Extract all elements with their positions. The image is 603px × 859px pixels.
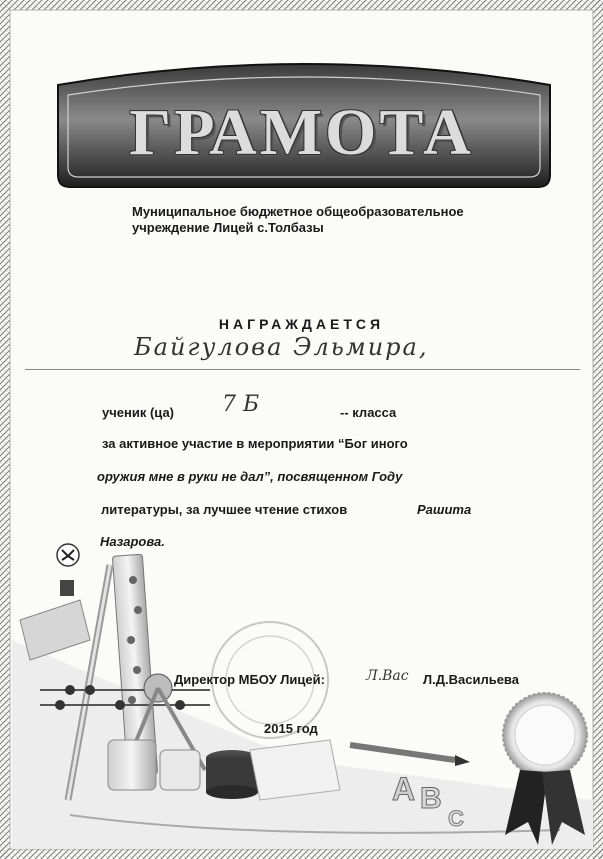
svg-text:B: B [420,782,442,815]
director-name: Л.Д.Васильева [423,672,519,687]
reason-line-1: за активное участие в мероприятии “Бог иного [102,436,408,451]
grade-value: 7 Б [222,392,260,417]
recipient-name: Байгулова Эльмира, [134,333,429,361]
reason-line-4: Назарова. [100,534,165,549]
awarded-heading: НАГРАЖДАЕТСЯ [218,316,385,332]
year-label: 2015 год [264,721,318,736]
reason-line-3: литературы, за лучшее чтение стихов [101,502,348,517]
svg-text:C: C [448,806,464,831]
poet-name: Рашита [417,502,472,517]
svg-text:A: A [392,771,416,807]
issuer-line-1: Муниципальное бюджетное общеобразовательное [132,204,464,219]
certificate-title: ГРАМОТА [129,96,474,169]
director-signature: Л.Вас [366,668,409,684]
director-label: Директор МБОУ Лицей: [174,672,325,687]
issuer-line-2: учреждение Лицей с.Толбазы [132,220,324,235]
student-label: ученик (ца) [102,405,175,420]
class-label: -- класса [340,405,397,420]
reason-line-2: оружия мне в руки не дал”, посвященном Году [97,469,403,484]
